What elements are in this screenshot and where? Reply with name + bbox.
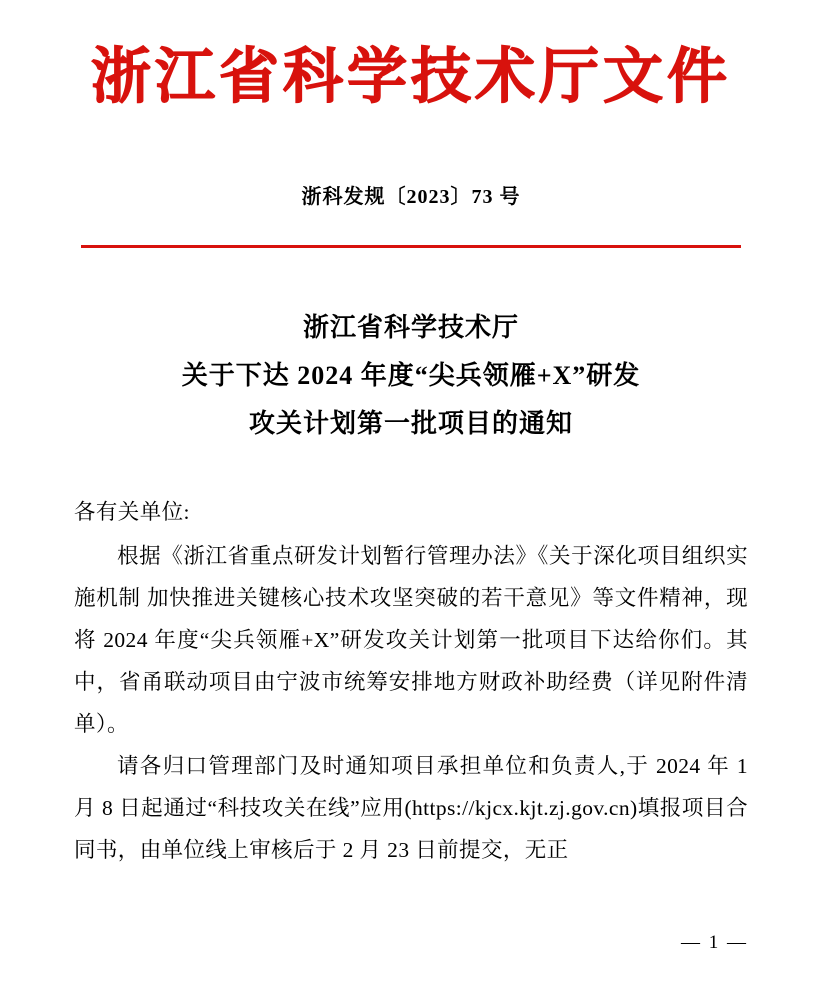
body-paragraph-2: 请各归口管理部门及时通知项目承担单位和负责人,于 2024 年 1 月 8 日起通过“科技攻关在线”应用(https://kjcx.kjt.zj.gov.cn)填报项目合同书，由单位线上审核后于 2 月 23 日前提交，无正: [74, 753, 748, 862]
page-number: — 1 —: [681, 932, 748, 953]
body-paragraph-1: 根据《浙江省重点研发计划暂行管理办法》《关于深化项目组织实施机制 加快推进关键核心技术攻坚突破的若干意见》等文件精神，现将 2024 年度“尖兵领雁+X”研发攻关计划第一批项目下达给你们。其中，省甬联动项目由宁波市统筹安排地方财政补助经费（详见附件清单）。: [74, 544, 748, 736]
document-body: [74, 492, 748, 871]
title-line-3: 攻关计划第一批项目的通知: [248, 409, 573, 439]
document-title-block: [0, 304, 822, 448]
red-separator-rule: [81, 245, 741, 248]
title-line-1: 浙江省科学技术厅: [302, 313, 519, 342]
masthead: [0, 0, 822, 110]
salutation: 各有关单位:: [74, 500, 190, 525]
title-line-2: 关于下达 2024 年度“尖兵领雁+X”研发: [181, 361, 641, 391]
masthead-title: 浙江省科学技术厅文件: [91, 42, 731, 112]
document-number: 浙科发规〔2023〕73 号: [301, 186, 521, 208]
document-number-container: [0, 180, 822, 209]
